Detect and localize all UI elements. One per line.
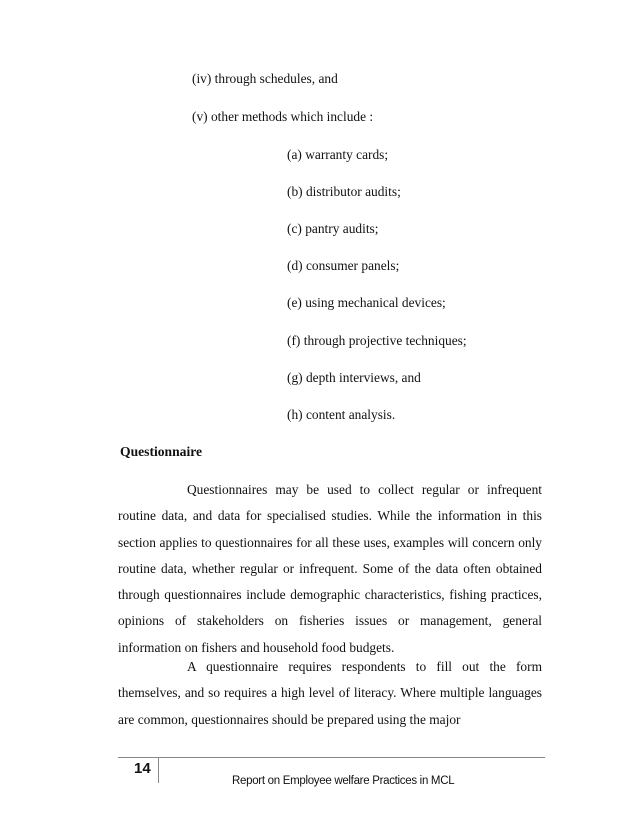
sub-list-item: (e) using mechanical devices; xyxy=(287,295,446,310)
list-item-iv: (iv) through schedules, and xyxy=(192,71,338,86)
section-heading: Questionnaire xyxy=(120,444,203,459)
paragraph xyxy=(118,654,542,733)
sub-list-item: (g) depth interviews, and xyxy=(287,370,421,385)
list-item-v: (v) other methods which include : xyxy=(192,109,374,124)
page-number: 14 xyxy=(134,760,151,777)
paragraph-text: A questionnaire requires respondents to fill out the form themselves, and so requires a high level of literacy. Where multiple languages are common, questionnaires should be prepared using the major xyxy=(118,659,542,727)
paragraph xyxy=(118,477,542,661)
sub-list-item: (f) through projective techniques; xyxy=(287,333,467,348)
paragraph-text: Questionnaires may be used to collect regular or infrequent routine data, and data for specialised studies. While the information in this section applies to questionnaires for all these uses, examples will concern only routine data, whether regular or infrequent. Some of the data often obtained through questionnaires include demographic characteristics, fishing practices, opinions of stakeholders on fisheries issues or management, general information on fishers and household food budgets. xyxy=(118,482,542,655)
sub-list-item: (d) consumer panels; xyxy=(287,258,400,273)
page-number-divider xyxy=(158,757,159,783)
sub-list-item: (b) distributor audits; xyxy=(287,184,401,199)
sub-list-item: (a) warranty cards; xyxy=(287,147,389,162)
footer-rule xyxy=(118,757,545,758)
sub-list-item: (h) content analysis. xyxy=(287,407,396,422)
sub-list-item: (c) pantry audits; xyxy=(287,221,379,236)
footer-text: Report on Employee welfare Practices in MCL xyxy=(232,775,455,787)
